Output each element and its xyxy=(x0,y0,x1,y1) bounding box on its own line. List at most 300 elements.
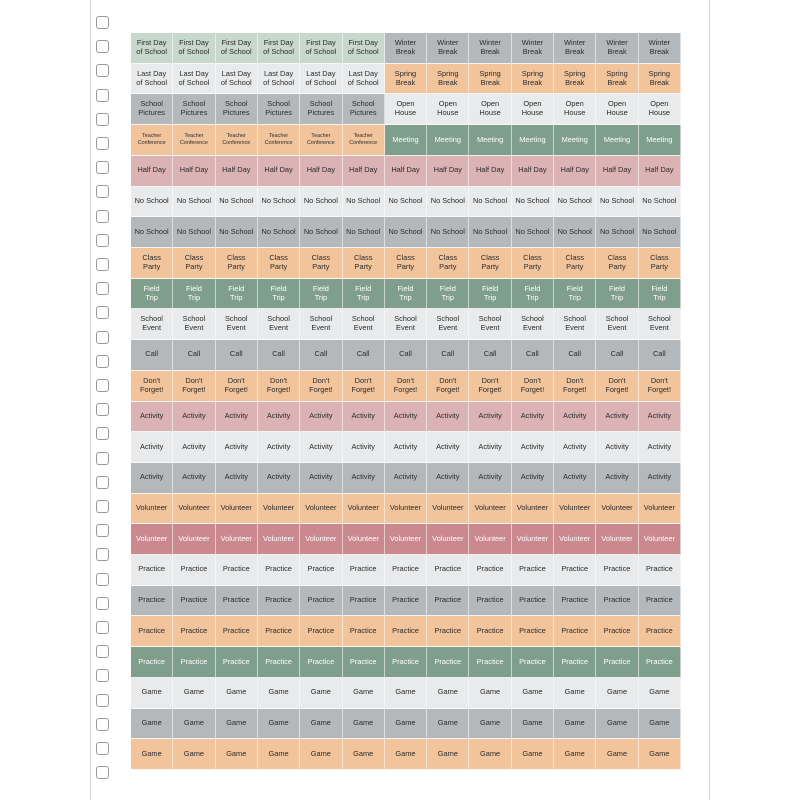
sticker: Last Day of School xyxy=(131,64,173,95)
sticker: Call xyxy=(131,340,173,371)
sticker: Call xyxy=(173,340,215,371)
sticker: Volunteer xyxy=(427,494,469,525)
binding-hole xyxy=(96,669,109,682)
sticker: First Day of School xyxy=(216,33,258,64)
sticker: Practice xyxy=(385,647,427,678)
sticker: Winter Break xyxy=(469,33,511,64)
sticker: Volunteer xyxy=(343,524,385,555)
sticker: Practice xyxy=(596,647,638,678)
sticker: Game xyxy=(427,739,469,770)
sticker: First Day of School xyxy=(343,33,385,64)
sticker: Last Day of School xyxy=(300,64,342,95)
sticker: Field Trip xyxy=(258,279,300,310)
sticker: Field Trip xyxy=(554,279,596,310)
sticker: Game xyxy=(469,678,511,709)
sticker: Half Day xyxy=(385,156,427,187)
binding-hole xyxy=(96,16,109,29)
sticker: Activity xyxy=(216,432,258,463)
sticker: Teacher Conference xyxy=(343,125,385,156)
binding-hole xyxy=(96,355,109,368)
sticker: Class Party xyxy=(343,248,385,279)
sticker: Practice xyxy=(173,586,215,617)
sticker: Game xyxy=(216,709,258,740)
sticker: Activity xyxy=(343,432,385,463)
sticker: Practice xyxy=(639,586,681,617)
sticker: First Day of School xyxy=(258,33,300,64)
sticker: Game xyxy=(258,739,300,770)
sticker: Practice xyxy=(300,616,342,647)
sticker: Activity xyxy=(343,402,385,433)
sticker: Meeting xyxy=(554,125,596,156)
sticker: School Event xyxy=(639,309,681,340)
sticker: Open House xyxy=(512,94,554,125)
binding-hole xyxy=(96,282,109,295)
sticker: Game xyxy=(639,709,681,740)
sticker: Activity xyxy=(554,463,596,494)
sticker: Last Day of School xyxy=(343,64,385,95)
sticker: Practice xyxy=(173,555,215,586)
sticker: Practice xyxy=(300,555,342,586)
sticker: Practice xyxy=(258,555,300,586)
sticker: Spring Break xyxy=(469,64,511,95)
binding-hole xyxy=(96,185,109,198)
binding-hole xyxy=(96,306,109,319)
sticker: Activity xyxy=(173,463,215,494)
sticker: Practice xyxy=(554,555,596,586)
sticker: Open House xyxy=(639,94,681,125)
sticker: No School xyxy=(131,217,173,248)
sticker: No School xyxy=(216,217,258,248)
sticker: No School xyxy=(385,217,427,248)
sticker: Practice xyxy=(258,647,300,678)
sticker: No School xyxy=(173,187,215,218)
sticker: Volunteer xyxy=(173,524,215,555)
binding-hole xyxy=(96,548,109,561)
sticker: Don't Forget! xyxy=(427,371,469,402)
sticker: Meeting xyxy=(596,125,638,156)
sticker: No School xyxy=(512,217,554,248)
sticker: Don't Forget! xyxy=(385,371,427,402)
sticker: Activity xyxy=(596,432,638,463)
binding-hole xyxy=(96,500,109,513)
sticker: School Event xyxy=(512,309,554,340)
sticker: Field Trip xyxy=(131,279,173,310)
sticker: No School xyxy=(639,187,681,218)
sticker: Open House xyxy=(596,94,638,125)
sticker: Practice xyxy=(469,555,511,586)
binding-hole xyxy=(96,113,109,126)
sticker: No School xyxy=(469,187,511,218)
sticker: Call xyxy=(639,340,681,371)
sticker: Practice xyxy=(512,616,554,647)
sticker: Activity xyxy=(512,432,554,463)
sticker: Don't Forget! xyxy=(173,371,215,402)
sticker: Game xyxy=(300,739,342,770)
sticker: Half Day xyxy=(469,156,511,187)
sticker: School Pictures xyxy=(173,94,215,125)
sticker: Activity xyxy=(554,432,596,463)
sticker: No School xyxy=(258,217,300,248)
sticker: Open House xyxy=(554,94,596,125)
sticker: School Pictures xyxy=(131,94,173,125)
sticker: No School xyxy=(596,187,638,218)
sticker: No School xyxy=(512,187,554,218)
sticker: Spring Break xyxy=(554,64,596,95)
binding-hole xyxy=(96,645,109,658)
sticker: School Event xyxy=(131,309,173,340)
sticker: Half Day xyxy=(131,156,173,187)
sticker: Volunteer xyxy=(216,494,258,525)
sticker: Game xyxy=(343,709,385,740)
sticker: Game xyxy=(131,709,173,740)
sticker: Activity xyxy=(639,432,681,463)
sticker: Practice xyxy=(216,555,258,586)
sticker: Volunteer xyxy=(131,494,173,525)
sticker: Winter Break xyxy=(512,33,554,64)
sticker: Field Trip xyxy=(512,279,554,310)
sticker: Activity xyxy=(385,463,427,494)
sticker: Practice xyxy=(343,647,385,678)
sticker: No School xyxy=(427,217,469,248)
sticker: Game xyxy=(173,709,215,740)
sticker: Volunteer xyxy=(258,494,300,525)
sticker: Last Day of School xyxy=(173,64,215,95)
sticker: Teacher Conference xyxy=(258,125,300,156)
sticker: Class Party xyxy=(216,248,258,279)
sticker: No School xyxy=(469,217,511,248)
sticker: Winter Break xyxy=(639,33,681,64)
sticker: Meeting xyxy=(512,125,554,156)
binding-hole xyxy=(96,89,109,102)
sticker: Last Day of School xyxy=(216,64,258,95)
sticker: Game xyxy=(173,678,215,709)
sticker: Practice xyxy=(596,616,638,647)
sticker: Activity xyxy=(300,402,342,433)
sticker: Teacher Conference xyxy=(216,125,258,156)
sticker: Open House xyxy=(469,94,511,125)
sticker: School Event xyxy=(300,309,342,340)
sticker: Field Trip xyxy=(427,279,469,310)
sticker: Call xyxy=(554,340,596,371)
binding-hole xyxy=(96,742,109,755)
binding-hole xyxy=(96,524,109,537)
binding-hole xyxy=(96,694,109,707)
sticker: Teacher Conference xyxy=(131,125,173,156)
sticker: School Event xyxy=(596,309,638,340)
sticker: Practice xyxy=(385,555,427,586)
sticker: School Event xyxy=(554,309,596,340)
binding-hole xyxy=(96,258,109,271)
sticker: Practice xyxy=(639,616,681,647)
sticker: Practice xyxy=(554,586,596,617)
sticker: Practice xyxy=(131,555,173,586)
sticker: Field Trip xyxy=(596,279,638,310)
sticker: Spring Break xyxy=(596,64,638,95)
sticker: Meeting xyxy=(385,125,427,156)
sticker: Volunteer xyxy=(596,524,638,555)
sticker: Practice xyxy=(639,647,681,678)
sticker: Activity xyxy=(258,402,300,433)
sticker: Practice xyxy=(343,586,385,617)
sticker: Activity xyxy=(512,402,554,433)
sticker: Practice xyxy=(343,616,385,647)
sticker: Half Day xyxy=(343,156,385,187)
sticker: No School xyxy=(385,187,427,218)
sticker: No School xyxy=(554,187,596,218)
binding-hole xyxy=(96,40,109,53)
sticker: Activity xyxy=(300,432,342,463)
sticker: School Event xyxy=(427,309,469,340)
sticker: Game xyxy=(131,678,173,709)
sticker: Class Party xyxy=(554,248,596,279)
sticker: Practice xyxy=(469,647,511,678)
sticker: First Day of School xyxy=(131,33,173,64)
sticker: Practice xyxy=(469,586,511,617)
sticker: Activity xyxy=(343,463,385,494)
sticker: Call xyxy=(512,340,554,371)
sticker: Activity xyxy=(427,463,469,494)
sticker: Practice xyxy=(173,647,215,678)
sticker: First Day of School xyxy=(300,33,342,64)
sticker: Practice xyxy=(596,555,638,586)
sticker: School Pictures xyxy=(216,94,258,125)
sticker: Game xyxy=(385,739,427,770)
sticker: Class Party xyxy=(596,248,638,279)
sticker: Game xyxy=(427,709,469,740)
sticker: Class Party xyxy=(131,248,173,279)
sticker: Practice xyxy=(427,616,469,647)
sticker: No School xyxy=(343,217,385,248)
sticker: Field Trip xyxy=(469,279,511,310)
sticker: Activity xyxy=(639,463,681,494)
sticker: Half Day xyxy=(639,156,681,187)
sticker: Game xyxy=(385,709,427,740)
sticker: Game xyxy=(554,678,596,709)
sticker: Volunteer xyxy=(385,494,427,525)
sticker: Volunteer xyxy=(512,524,554,555)
sticker: Game xyxy=(216,739,258,770)
sticker: Game xyxy=(258,709,300,740)
sticker: School Event xyxy=(173,309,215,340)
sticker: Game xyxy=(343,678,385,709)
sticker: No School xyxy=(639,217,681,248)
sticker: Don't Forget! xyxy=(512,371,554,402)
binding-hole xyxy=(96,597,109,610)
sticker: Activity xyxy=(639,402,681,433)
sticker: Winter Break xyxy=(385,33,427,64)
sticker: Practice xyxy=(469,616,511,647)
sticker: Practice xyxy=(427,647,469,678)
sticker: Field Trip xyxy=(385,279,427,310)
sticker: Activity xyxy=(300,463,342,494)
sticker: Game xyxy=(300,709,342,740)
sticker: Call xyxy=(385,340,427,371)
binding-hole xyxy=(96,137,109,150)
sticker: Game xyxy=(554,739,596,770)
sticker: Class Party xyxy=(385,248,427,279)
sticker: Half Day xyxy=(173,156,215,187)
binding-hole xyxy=(96,403,109,416)
sticker: Game xyxy=(427,678,469,709)
sticker: Volunteer xyxy=(300,524,342,555)
sticker: Winter Break xyxy=(427,33,469,64)
sticker: Practice xyxy=(385,616,427,647)
sticker: Practice xyxy=(131,647,173,678)
sticker: Volunteer xyxy=(469,494,511,525)
sticker: School Event xyxy=(343,309,385,340)
sticker: Volunteer xyxy=(469,524,511,555)
binding-hole xyxy=(96,476,109,489)
sticker: Practice xyxy=(300,586,342,617)
sticker: Half Day xyxy=(554,156,596,187)
sticker: Practice xyxy=(131,616,173,647)
sticker: Game xyxy=(596,709,638,740)
sticker: Volunteer xyxy=(343,494,385,525)
sticker: Practice xyxy=(512,555,554,586)
sticker: Field Trip xyxy=(639,279,681,310)
sticker: Volunteer xyxy=(554,494,596,525)
sticker: Volunteer xyxy=(216,524,258,555)
sticker: Game xyxy=(512,678,554,709)
sticker: Activity xyxy=(427,402,469,433)
sticker: Volunteer xyxy=(258,524,300,555)
binding-hole xyxy=(96,210,109,223)
sticker: Practice xyxy=(131,586,173,617)
binding-hole xyxy=(96,331,109,344)
binding-hole xyxy=(96,64,109,77)
sticker: Call xyxy=(596,340,638,371)
sticker: Field Trip xyxy=(173,279,215,310)
sticker: Game xyxy=(385,678,427,709)
sticker: Game xyxy=(469,709,511,740)
binding-hole xyxy=(96,573,109,586)
sticker: No School xyxy=(343,187,385,218)
binding-hole xyxy=(96,621,109,634)
sticker: Don't Forget! xyxy=(216,371,258,402)
sticker: Volunteer xyxy=(385,524,427,555)
sticker: Practice xyxy=(512,586,554,617)
sticker-grid xyxy=(131,33,681,770)
sticker: Volunteer xyxy=(427,524,469,555)
sticker: Spring Break xyxy=(639,64,681,95)
sticker: Activity xyxy=(173,402,215,433)
sticker: Last Day of School xyxy=(258,64,300,95)
sticker: Half Day xyxy=(216,156,258,187)
sticker: School Event xyxy=(216,309,258,340)
sticker: Winter Break xyxy=(554,33,596,64)
sticker: Practice xyxy=(427,555,469,586)
sticker: No School xyxy=(300,217,342,248)
sticker: No School xyxy=(554,217,596,248)
sticker: Practice xyxy=(512,647,554,678)
sticker: Open House xyxy=(427,94,469,125)
sticker: Meeting xyxy=(427,125,469,156)
sticker: Activity xyxy=(216,402,258,433)
sticker: Game xyxy=(131,739,173,770)
sticker: Practice xyxy=(300,647,342,678)
sticker: Field Trip xyxy=(300,279,342,310)
sticker: Don't Forget! xyxy=(258,371,300,402)
sticker: Game xyxy=(343,739,385,770)
sticker: Field Trip xyxy=(343,279,385,310)
sticker: Class Party xyxy=(173,248,215,279)
sticker: Activity xyxy=(131,402,173,433)
sticker: Activity xyxy=(216,463,258,494)
sticker: Open House xyxy=(385,94,427,125)
binding-hole xyxy=(96,161,109,174)
sticker: Volunteer xyxy=(596,494,638,525)
sticker: Activity xyxy=(427,432,469,463)
sticker: Half Day xyxy=(596,156,638,187)
sticker: Activity xyxy=(385,432,427,463)
sticker: Don't Forget! xyxy=(343,371,385,402)
sticker: No School xyxy=(131,187,173,218)
sticker: Spring Break xyxy=(427,64,469,95)
binding-hole xyxy=(96,452,109,465)
sticker: Game xyxy=(639,739,681,770)
sticker: Class Party xyxy=(300,248,342,279)
sticker: Half Day xyxy=(258,156,300,187)
sticker: Meeting xyxy=(469,125,511,156)
sticker: Practice xyxy=(554,647,596,678)
sticker: Practice xyxy=(216,616,258,647)
sticker: Call xyxy=(343,340,385,371)
sticker: Game xyxy=(469,739,511,770)
sticker: Winter Break xyxy=(596,33,638,64)
sticker: Half Day xyxy=(512,156,554,187)
sticker: Half Day xyxy=(300,156,342,187)
sticker: Practice xyxy=(216,586,258,617)
sticker: Call xyxy=(469,340,511,371)
sticker: Call xyxy=(300,340,342,371)
sticker: Spring Break xyxy=(512,64,554,95)
sticker: No School xyxy=(427,187,469,218)
sticker: No School xyxy=(216,187,258,218)
sticker: Activity xyxy=(554,402,596,433)
sticker: Activity xyxy=(469,402,511,433)
sticker: Practice xyxy=(216,647,258,678)
sticker: Activity xyxy=(596,402,638,433)
sticker: Practice xyxy=(343,555,385,586)
sticker: Volunteer xyxy=(639,524,681,555)
sticker: Volunteer xyxy=(131,524,173,555)
sticker: Practice xyxy=(173,616,215,647)
sticker: Activity xyxy=(131,432,173,463)
sticker: Class Party xyxy=(512,248,554,279)
sticker: Volunteer xyxy=(512,494,554,525)
sticker: Call xyxy=(427,340,469,371)
sticker: Don't Forget! xyxy=(131,371,173,402)
sticker: Practice xyxy=(385,586,427,617)
sticker: School Event xyxy=(258,309,300,340)
sticker: Activity xyxy=(173,432,215,463)
sticker: Game xyxy=(596,678,638,709)
sticker: Class Party xyxy=(427,248,469,279)
binding-holes xyxy=(96,16,112,786)
sticker: Activity xyxy=(258,432,300,463)
sticker: Don't Forget! xyxy=(639,371,681,402)
sticker: Class Party xyxy=(258,248,300,279)
binding-hole xyxy=(96,766,109,779)
sticker: Game xyxy=(216,678,258,709)
sticker: Activity xyxy=(469,432,511,463)
binding-hole xyxy=(96,379,109,392)
binding-hole xyxy=(96,718,109,731)
sticker: Half Day xyxy=(427,156,469,187)
sticker: Game xyxy=(596,739,638,770)
sticker: Class Party xyxy=(469,248,511,279)
sticker: Don't Forget! xyxy=(300,371,342,402)
